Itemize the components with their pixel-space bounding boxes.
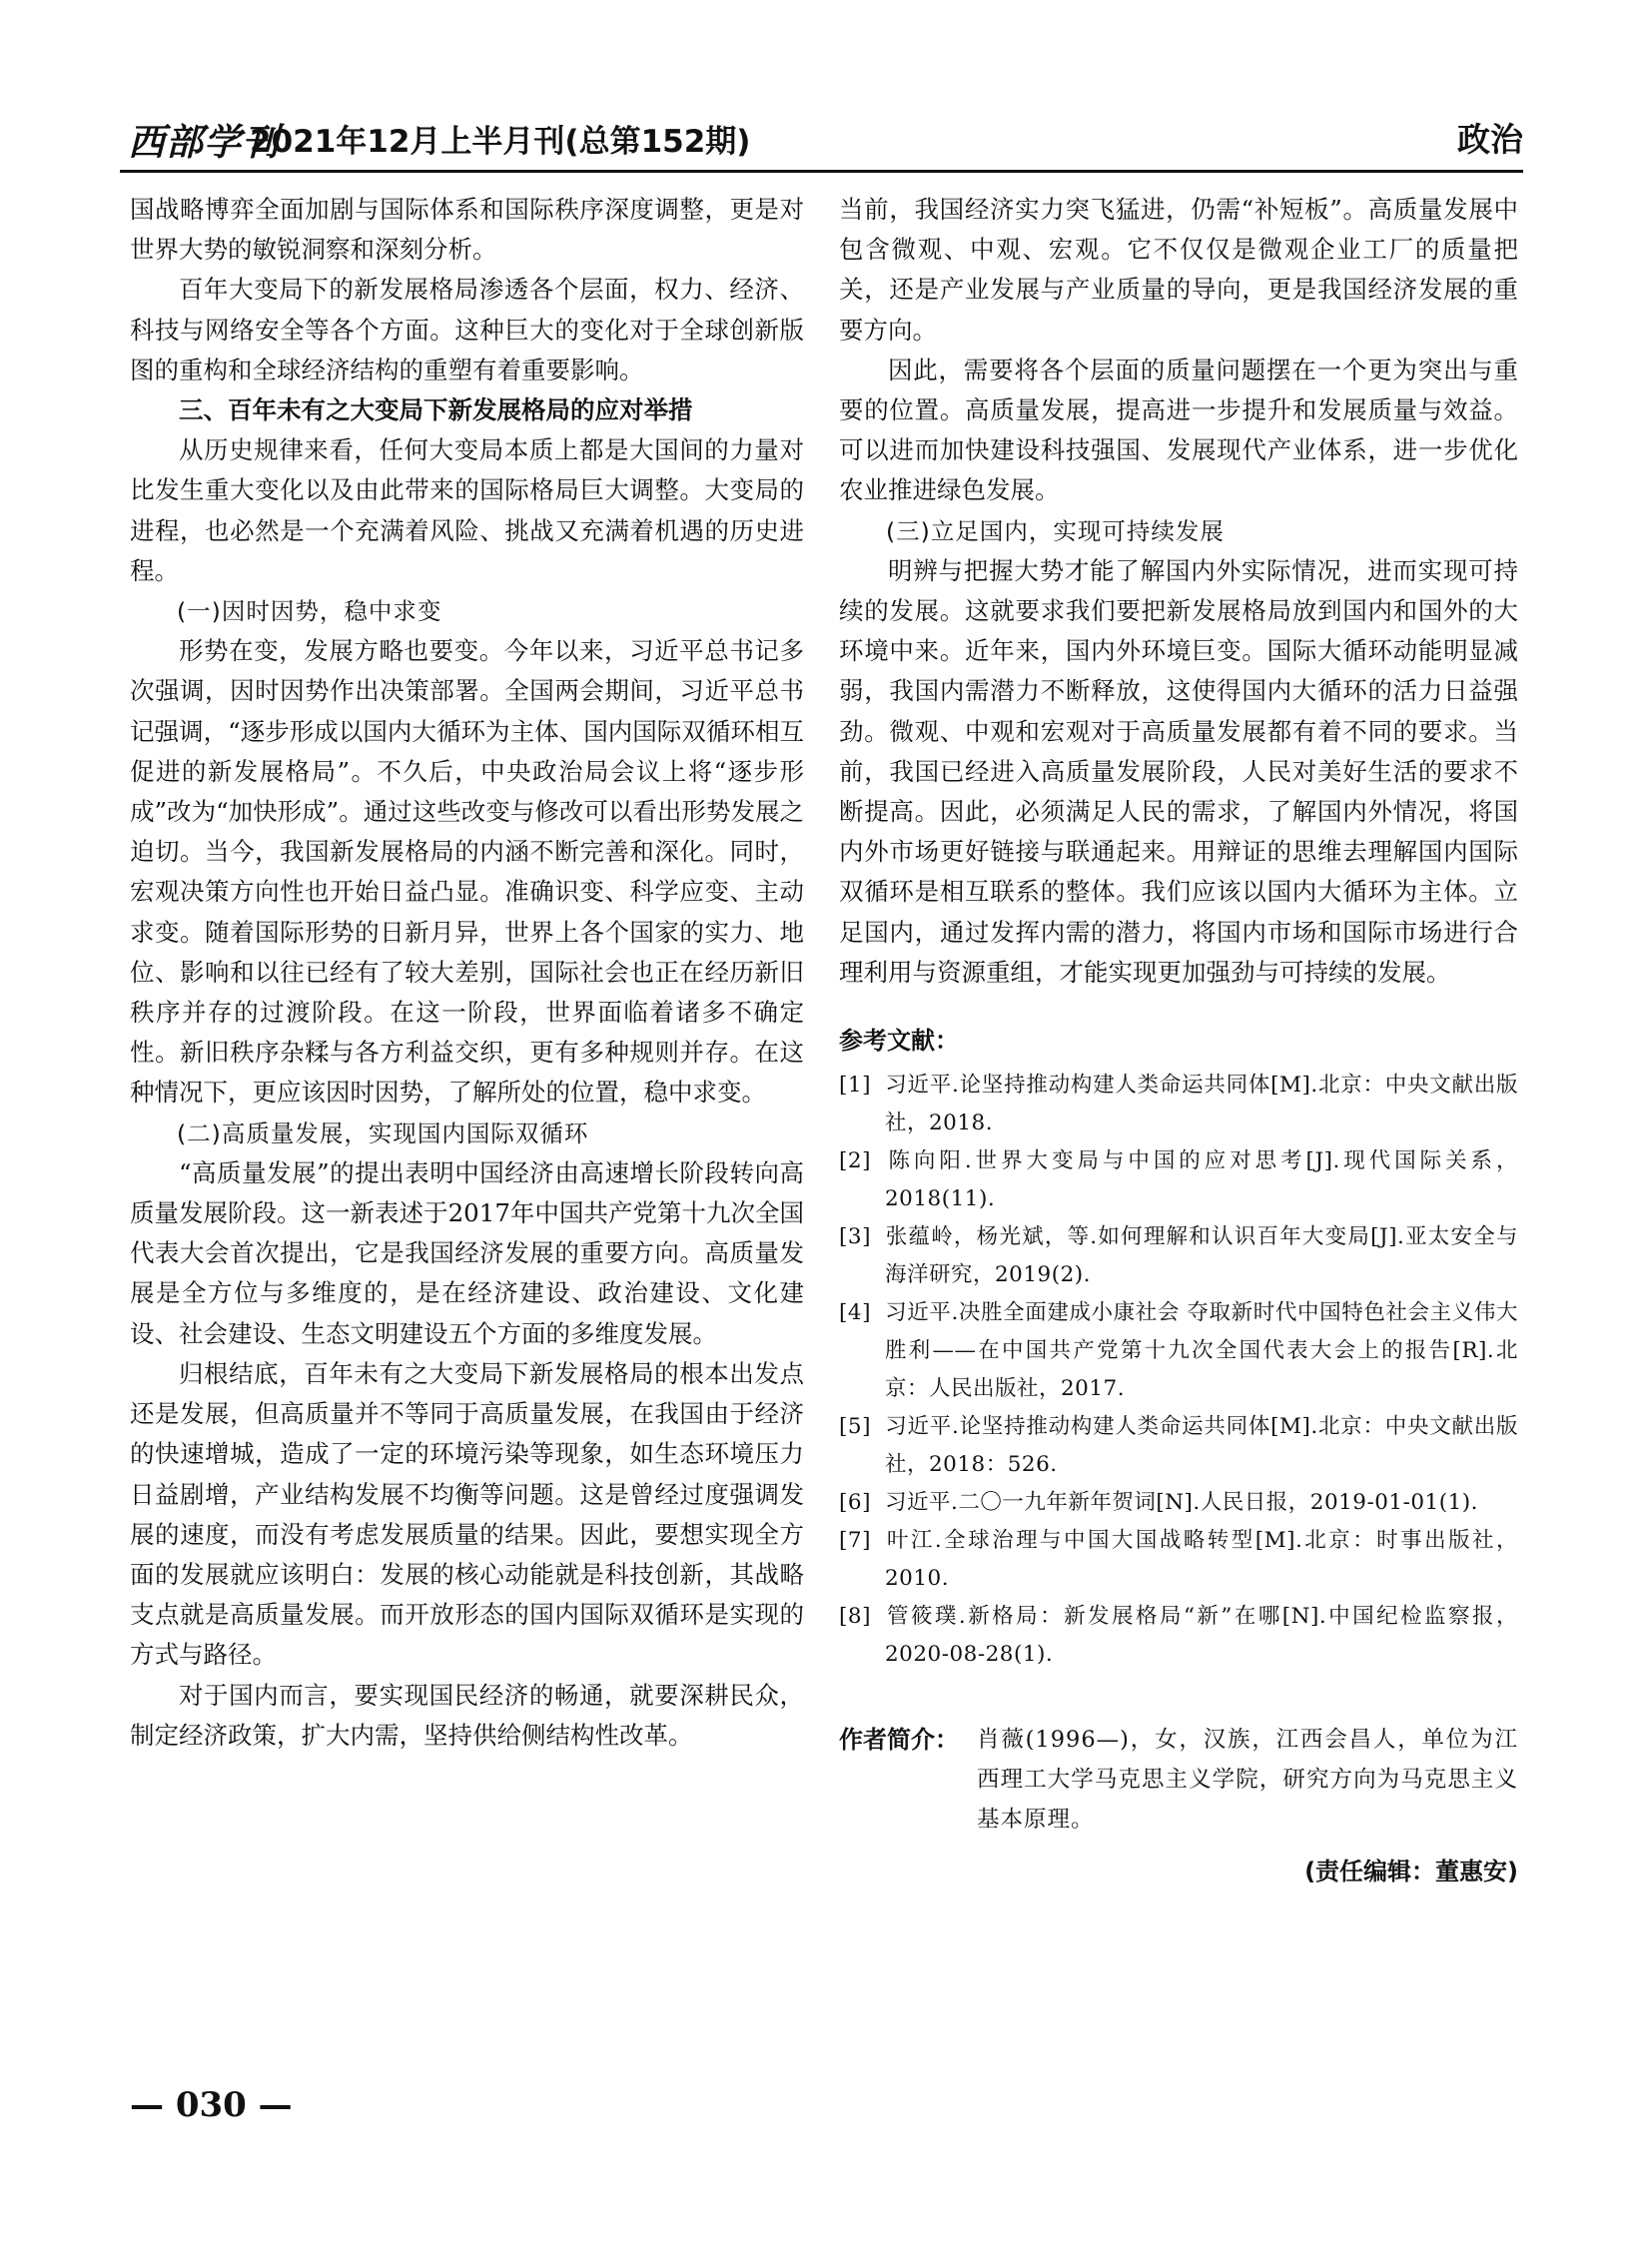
reference-item	[839, 1067, 1518, 1142]
paragraph: 当前，我国经济实力突飞猛进，仍需“补短板”。高质量发展中包含微观、中观、宏观。它不仅仅是微观企业工厂的质量把关，还是产业发展与产业质量的导向，更是我国经济发展的重要方向。	[839, 195, 1518, 345]
reference-text: 习近平.论坚持推动构建人类命运共同体[M].北京：中央文献出版社，2018：526.	[885, 1414, 1518, 1478]
running-head	[120, 110, 1523, 164]
page-number: — 030 —	[130, 2085, 293, 2125]
reference-text: 叶江.全球治理与中国大国战略转型[M].北京：时事出版社，2010.	[885, 1528, 1518, 1592]
reference-number: [7]	[839, 1528, 871, 1554]
paragraph: 明辨与把握大势才能了解国内外实际情况，进而实现可持续的发展。这就要求我们要把新发展格局放到国内和国外的大环境中来。近年来，国内外环境巨变。国际大循环动能明显减弱，我国内需潜力不断释放，这使得国内大循环的活力日益强劲。微观、中观和宏观对于高质量发展都有着不同的要求。当前，我国已经进入高质量发展阶段，人民对美好生活的要求不断提高。因此，必须满足人民的需求，了解国内外情况，将国内外市场更好链接与联通起来。用辩证的思维去理解国内国际双循环是相互联系的整体。我们应该以国内大循环为主体。立足国内，通过发挥内需的潜力，将国内市场和国际市场进行合理利用与资源重组，才能实现更加强劲与可持续的发展。	[839, 555, 1518, 987]
right-column	[839, 190, 1518, 1891]
reference-number: [2]	[839, 1148, 871, 1174]
reference-text: 管筱璞.新格局：新发展格局“新”在哪[N].中国纪检监察报，2020-08-28(1).	[885, 1604, 1518, 1668]
reference-item	[839, 1218, 1518, 1294]
references-title: 参考文献：	[839, 1027, 959, 1056]
reference-text: 陈向阳.世界大变局与中国的应对思考[J].现代国际关系，2018(11).	[885, 1148, 1518, 1212]
paragraph: 归根结底，百年未有之大变局下新发展格局的根本出发点还是发展，但高质量并不等同于高质量发展，在我国由于经济的快速增城，造成了一定的环境污染等现象，如生态环境压力日益剧增，产业结构发展不均衡等问题。这是曾经过度强调发展的速度，而没有考虑发展质量的结果。因此，要想实现全方面的发展就应该明白：发展的核心动能就是科技创新，其战略支点就是高质量发展。而开放形态的国内国际双循环是实现的方式与路径。	[130, 1358, 804, 1670]
author-label: 作者简介：	[839, 1726, 959, 1755]
reference-number: [4]	[839, 1300, 871, 1326]
section-label: 政治	[1457, 120, 1523, 159]
reference-text: 习近平.二〇一九年新年贺词[N].人民日报，2019-01-01(1).	[885, 1490, 1479, 1516]
subsection-heading: (三)立足国内，实现可持续发展	[886, 516, 1225, 545]
reference-text: 习近平.论坚持推动构建人类命运共同体[M].北京：中央文献出版社，2018.	[885, 1073, 1518, 1136]
reference-item	[839, 1598, 1518, 1674]
left-column	[130, 190, 804, 1756]
paragraph: 百年大变局下的新发展格局渗透各个层面，权力、经济、科技与网络安全等各个方面。这种巨大的变化对于全球创新版图的重构和全球经济结构的重塑有着重要影响。	[130, 275, 804, 384]
paragraph: 对于国内而言，要实现国民经济的畅通，就要深耕民众，制定经济政策，扩大内需，坚持供给侧结构性改革。	[130, 1680, 804, 1750]
reference-item	[839, 1294, 1518, 1408]
reference-number: [5]	[839, 1414, 871, 1440]
reference-text: 习近平.决胜全面建成小康社会 夺取新时代中国特色社会主义伟大胜利——在中国共产党第十九次全国代表大会上的报告[R].北京：人民出版社，2017.	[885, 1300, 1518, 1402]
references-list	[839, 1067, 1518, 1674]
paragraph: 因此，需要将各个层面的质量问题摆在一个更为突出与重要的位置。高质量发展，提高进一步提升和发展质量与效益。可以进而加快建设科技强国、发展现代产业体系，进一步优化农业推进绿色发展。	[839, 355, 1518, 505]
subsection-heading: (一)因时因势，稳中求变	[177, 597, 442, 626]
responsible-editor: (责任编辑：董惠安)	[1304, 1858, 1518, 1886]
paragraph: 国战略博弈全面加剧与国际体系和国际秩序深度调整，更是对世界大势的敏锐洞察和深刻分析。	[130, 195, 804, 265]
subsection-heading: (二)高质量发展，实现国内国际双循环	[177, 1119, 589, 1147]
author-bio	[839, 1720, 1518, 1840]
paragraph: 从历史规律来看，任何大变局本质上都是大国间的力量对比发生重大变化以及由此带来的国际格局巨大调整。大变局的进程，也必然是一个充满着风险、挑战又充满着机遇的历史进程。	[130, 435, 804, 585]
author-text: 肖薇(1996—)，女，汉族，江西会昌人，单位为江西理工大学马克思主义学院，研究方向为马克思主义基本原理。	[977, 1727, 1518, 1834]
reference-number: [3]	[839, 1224, 871, 1250]
paragraph: 形势在变，发展方略也要变。今年以来，习近平总书记多次强调，因时因势作出决策部署。全国两会期间，习近平总书记强调，“逐步形成以国内大循环为主体、国内国际双循环相互促进的新发展格局”。不久后，中央政治局会议上将“逐步形成”改为“加快形成”。通过这些改变与修改可以看出形势发展之迫切。当今，我国新发展格局的内涵不断完善和深化。同时，宏观决策方向性也开始日益凸显。准确识变、科学应变、主动求变。随着国际形势的日新月异，世界上各个国家的实力、地位、影响和以往已经有了较大差别，国际社会也正在经历新旧秩序并存的过渡阶段。在这一阶段，世界面临着诸多不确定性。新旧秩序杂糅与各方利益交织，更有多种规则并存。在这种情况下，更应该因时因势，了解所处的位置，稳中求变。	[130, 636, 804, 1108]
reference-item	[839, 1142, 1518, 1218]
reference-item	[839, 1408, 1518, 1484]
paragraph: “高质量发展”的提出表明中国经济由高速增长阶段转向高质量发展阶段。这一新表述于2017年中国共产党第十九次全国代表大会首次提出，它是我国经济发展的重要方向。高质量发展是全方位与多维度的，是在经济建设、政治建设、文化建设、社会建设、生态文明建设五个方面的多维度发展。	[130, 1157, 804, 1348]
reference-number: [8]	[839, 1604, 871, 1630]
reference-number: [1]	[839, 1073, 871, 1099]
reference-item	[839, 1522, 1518, 1598]
issue-info: 2021年12月上半月刊(总第152期)	[250, 124, 751, 160]
journal-logo: 西部学刊	[128, 120, 280, 164]
reference-item	[839, 1484, 1518, 1522]
header-rule	[120, 170, 1523, 173]
reference-number: [6]	[839, 1490, 871, 1516]
section-heading: 三、百年未有之大变局下新发展格局的应对举措	[179, 395, 693, 425]
reference-text: 张蕴岭，杨光斌，等.如何理解和认识百年大变局[J].亚太安全与海洋研究，2019(2).	[885, 1224, 1518, 1288]
